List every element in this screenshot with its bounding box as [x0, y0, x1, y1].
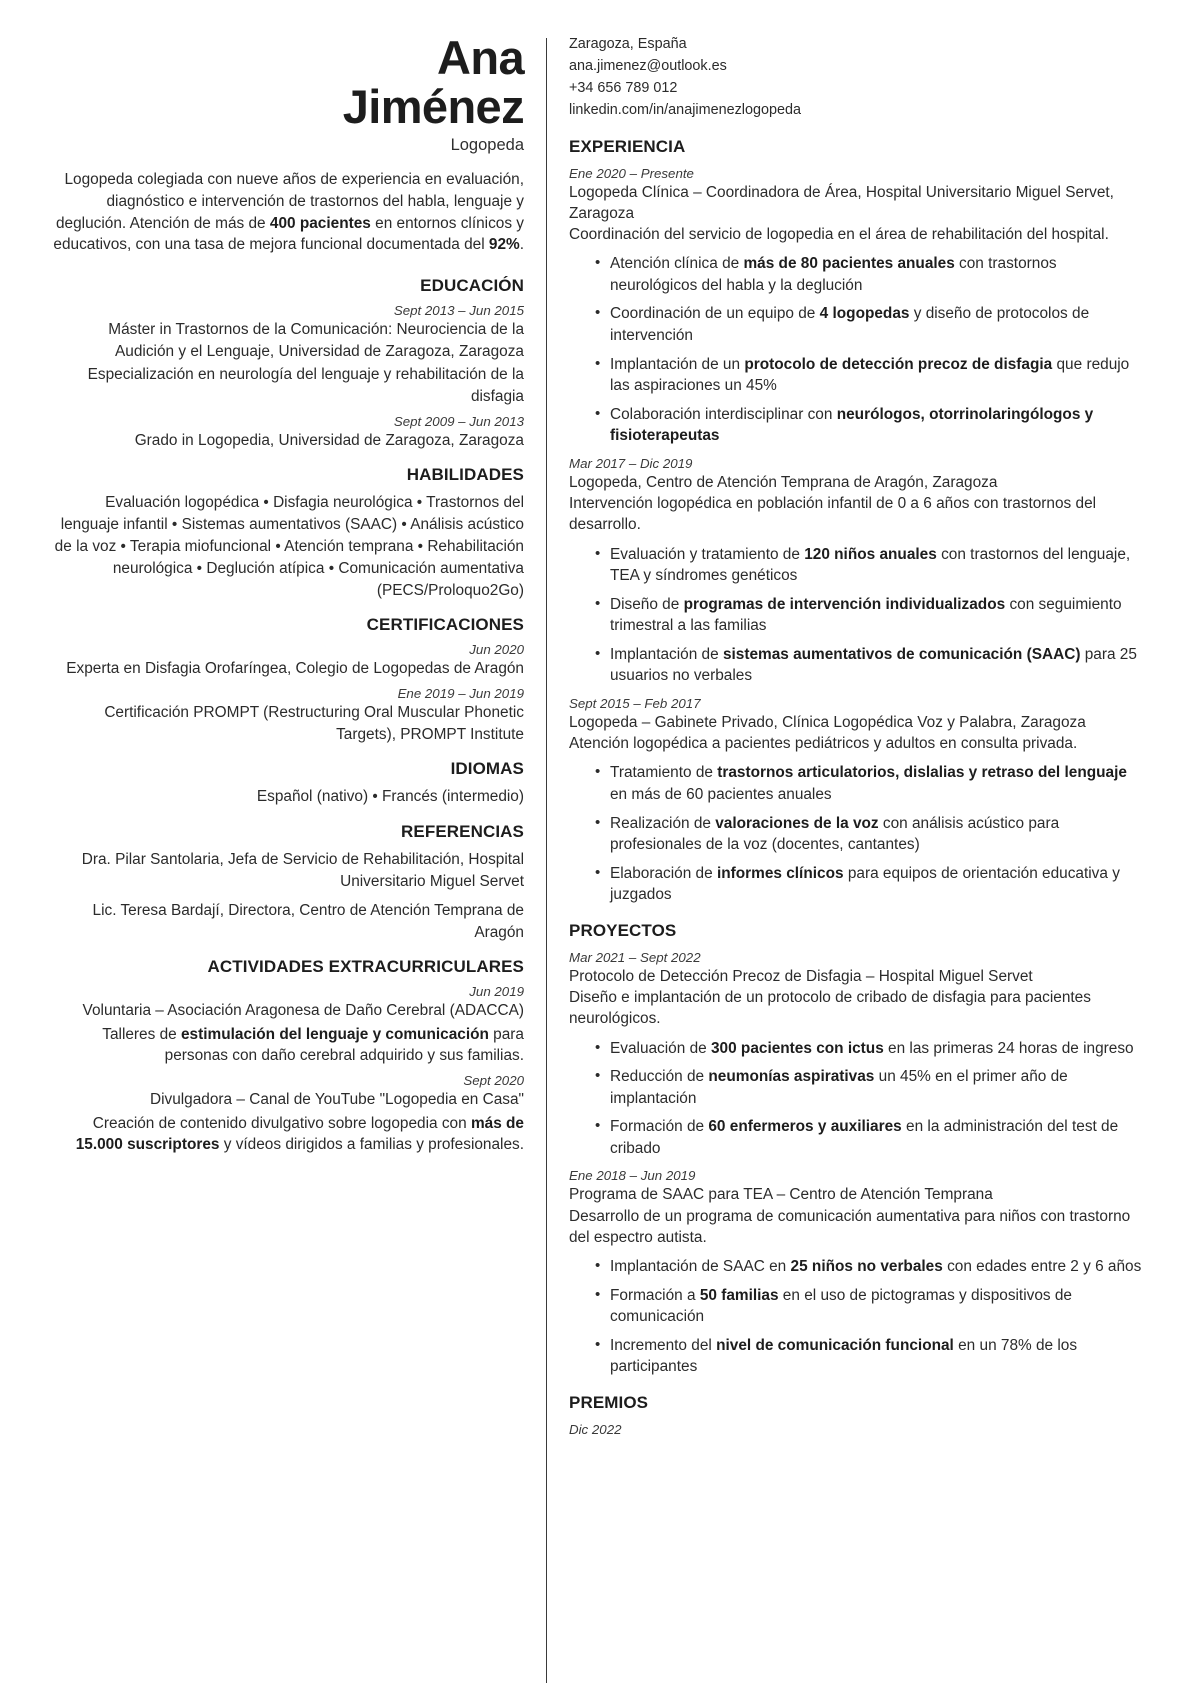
- section-title-references: REFERENCIAS: [401, 822, 524, 841]
- certification-entry: Experta en Disfagia Orofaríngea, Colegio de Logopedas de Aragón: [66, 660, 524, 678]
- bullet-item: • Elaboración de informes clínicos para equipos de orientación educativa y juzgados: [595, 863, 1144, 906]
- bullet-item: • Atención clínica de más de 80 pacientes anuales con trastornos neurológicos del habla y la deglución: [595, 253, 1144, 296]
- bullet-item: • Formación a 50 familias en el uso de pictogramas y dispositivos de comunicación: [595, 1285, 1144, 1328]
- bullet-item: • Formación de 60 enfermeros y auxiliares en la administración del test de cribado: [595, 1116, 1144, 1159]
- bullet-item: • Diseño de programas de intervención individualizados con seguimiento trimestral a las familias: [595, 594, 1144, 637]
- extracurricular-desc: Talleres de estimulación del lenguaje y comunicación para personas con daño cerebral adquirido y sus familias.: [102, 1025, 524, 1065]
- project-title: Programa de SAAC para TEA – Centro de Atención Temprana: [569, 1186, 993, 1204]
- certification-entry: Certificación PROMPT (Restructuring Oral Muscular Phonetic Targets), PROMPT Institute: [104, 704, 524, 743]
- bullet-item: • Evaluación y tratamiento de 120 niños anuales con trastornos del lenguaje, TEA y síndromes genéticos: [595, 544, 1144, 587]
- bullet-item: • Implantación de un protocolo de detección precoz de disfagia que redujo las aspiraciones un 45%: [595, 354, 1144, 397]
- experience-desc: Intervención logopédica en población infantil de 0 a 6 años con trastornos del desarrollo.: [569, 495, 1097, 534]
- education-item: [46, 414, 524, 452]
- award-date: Dic 2022: [569, 1421, 622, 1437]
- experience-desc: Coordinación del servicio de logopedia en el área de rehabilitación del hospital.: [569, 226, 1109, 244]
- project-desc: Desarrollo de un programa de comunicación aumentativa para niños con trastorno del espectro autista.: [569, 1207, 1131, 1246]
- experience-date: Ene 2020 – Presente: [569, 165, 694, 181]
- project-bullets: [569, 1038, 1144, 1160]
- contact-linkedin[interactable]: linkedin.com/in/anajimenezlogopeda: [569, 101, 801, 118]
- project-desc: Diseño e implantación de un protocolo de cribado de disfagia para pacientes neurológicos.: [569, 989, 1091, 1028]
- education-entry: Grado in Logopedia, Universidad de Zaragoza, Zaragoza: [134, 431, 524, 449]
- contact-phone[interactable]: +34 656 789 012: [569, 79, 678, 96]
- languages-list: Español (nativo) • Francés (intermedio): [256, 788, 524, 806]
- education-date: Sept 2013 – Jun 2015: [393, 303, 524, 319]
- certification-date: Ene 2019 – Jun 2019: [397, 686, 524, 701]
- bullet-item: • Colaboración interdisciplinar con neurólogos, otorrinolaringólogos y fisioterapeutas: [595, 404, 1144, 447]
- bullet-item: • Tratamiento de trastornos articulatorios, dislalias y retraso del lenguaje en más de 60 pacientes anuales: [595, 762, 1144, 805]
- certification-item: [46, 686, 524, 745]
- bullet-item: • Incremento del nivel de comunicación funcional en un 78% de los participantes: [595, 1335, 1144, 1378]
- experience-item: [569, 696, 1144, 906]
- extracurricular-desc: Creación de contenido divulgativo sobre logopedia con más de 15.000 suscriptores y vídeos dirigidos a familias y profesionales.: [75, 1114, 524, 1154]
- experience-bullets: [569, 253, 1144, 447]
- section-title-experience: EXPERIENCIA: [569, 136, 686, 156]
- section-title-extracurricular: ACTIVIDADES EXTRACURRICULARES: [207, 957, 524, 977]
- project-item: [569, 1168, 1144, 1378]
- project-bullets: [569, 1256, 1144, 1378]
- bullet-item: • Coordinación de un equipo de 4 logopedas y diseño de protocolos de intervención: [595, 303, 1144, 346]
- contact-location: Zaragoza, España: [569, 36, 687, 52]
- extracurricular-item: [46, 984, 524, 1067]
- project-item: [569, 950, 1144, 1160]
- first-name: Ana: [437, 31, 524, 84]
- left-column: [46, 31, 546, 1162]
- reference-item: Dra. Pilar Santolaria, Jefa de Servicio de Rehabilitación, Hospital Universitario Miguel Servet: [81, 851, 524, 890]
- reference-item: Lic. Teresa Bardají, Directora, Centro de Atención Temprana de Aragón: [92, 902, 524, 941]
- bullet-item: • Reducción de neumonías aspirativas un 45% en el primer año de implantación: [595, 1066, 1144, 1109]
- project-title: Protocolo de Detección Precoz de Disfagia – Hospital Miguel Servet: [569, 967, 1033, 985]
- last-name: Jiménez: [342, 79, 524, 133]
- education-item: [46, 303, 524, 407]
- experience-role: Logopeda Clínica – Coordinadora de Área, Hospital Universitario Miguel Servet, Zaragoza: [569, 183, 1114, 222]
- section-title-education: EDUCACIÓN: [420, 276, 524, 296]
- extracurricular-date: Jun 2019: [469, 984, 524, 1000]
- section-title-languages: IDIOMAS: [450, 759, 524, 779]
- bullet-item: • Realización de valoraciones de la voz con análisis acústico para profesionales de la voz (docentes, cantantes): [595, 813, 1144, 856]
- experience-role: Logopeda – Gabinete Privado, Clínica Logopédica Voz y Palabra, Zaragoza: [569, 713, 1086, 731]
- section-title-certifications: CERTIFICACIONES: [366, 615, 524, 635]
- extracurricular-entry: Voluntaria – Asociación Aragonesa de Daño Cerebral (ADACCA): [82, 1002, 524, 1020]
- experience-date: Mar 2017 – Dic 2019: [569, 455, 693, 471]
- certification-item: [46, 642, 524, 680]
- certification-date: Jun 2020: [469, 642, 524, 658]
- experience-bullets: [569, 762, 1144, 905]
- extracurricular-date: Sept 2020: [463, 1072, 524, 1088]
- page-title: [46, 31, 524, 133]
- experience-desc: Atención logopédica a pacientes pediátricos y adultos en consulta privada.: [569, 735, 1078, 753]
- bullet-item: • Implantación de SAAC en 25 niños no verbales con edades entre 2 y 6 años: [595, 1256, 1144, 1278]
- section-title-projects: PROYECTOS: [569, 920, 677, 940]
- right-column: [547, 34, 1144, 1438]
- experience-date: Sept 2015 – Feb 2017: [569, 695, 701, 711]
- project-date: Ene 2018 – Jun 2019: [569, 1168, 696, 1184]
- experience-role: Logopeda, Centro de Atención Temprana de Aragón, Zaragoza: [569, 473, 998, 491]
- bullet-item: • Evaluación de 300 pacientes con ictus en las primeras 24 horas de ingreso: [595, 1038, 1144, 1060]
- section-title-skills: HABILIDADES: [406, 465, 524, 485]
- summary: Logopeda colegiada con nueve años de experiencia en evaluación, diagnóstico e intervención de trastornos del habla, lenguaje y deglución. Atención de más de 400 pacientes en entornos clínicos y educativos, con una tasa de mejora funcional documentada del 92%.: [53, 170, 524, 254]
- experience-item: [569, 456, 1144, 687]
- skills-list: Evaluación logopédica • Disfagia neurológica • Trastornos del lenguaje infantil • Sistemas aumentativos (SAAC) • Análisis acústico de la voz • Terapia miofuncional • Atención temprana • Rehabilitación neurológica • Deglución atípica • Comunicación aumentativa (PECS/Proloquo2Go): [54, 494, 524, 599]
- experience-bullets: [569, 544, 1144, 687]
- contact-email[interactable]: ana.jimenez@outlook.es: [569, 57, 727, 74]
- section-title-awards: PREMIOS: [569, 1392, 649, 1412]
- education-desc: Especialización en neurología del lenguaje y rehabilitación de la disfagia: [87, 366, 524, 405]
- education-entry: Máster in Trastornos de la Comunicación: Neurociencia de la Audición y el Lenguaje, Universidad de Zaragoza, Zaragoza: [108, 321, 524, 360]
- bullet-item: • Implantación de sistemas aumentativos de comunicación (SAAC) para 25 usuarios no verbales: [595, 644, 1144, 687]
- project-date: Mar 2021 – Sept 2022: [569, 949, 701, 965]
- extracurricular-entry: Divulgadora – Canal de YouTube "Logopedia en Casa": [149, 1090, 524, 1108]
- extracurricular-item: [46, 1073, 524, 1156]
- education-date: Sept 2009 – Jun 2013: [393, 413, 524, 429]
- experience-item: [569, 166, 1144, 447]
- headline: Logopeda: [450, 135, 524, 154]
